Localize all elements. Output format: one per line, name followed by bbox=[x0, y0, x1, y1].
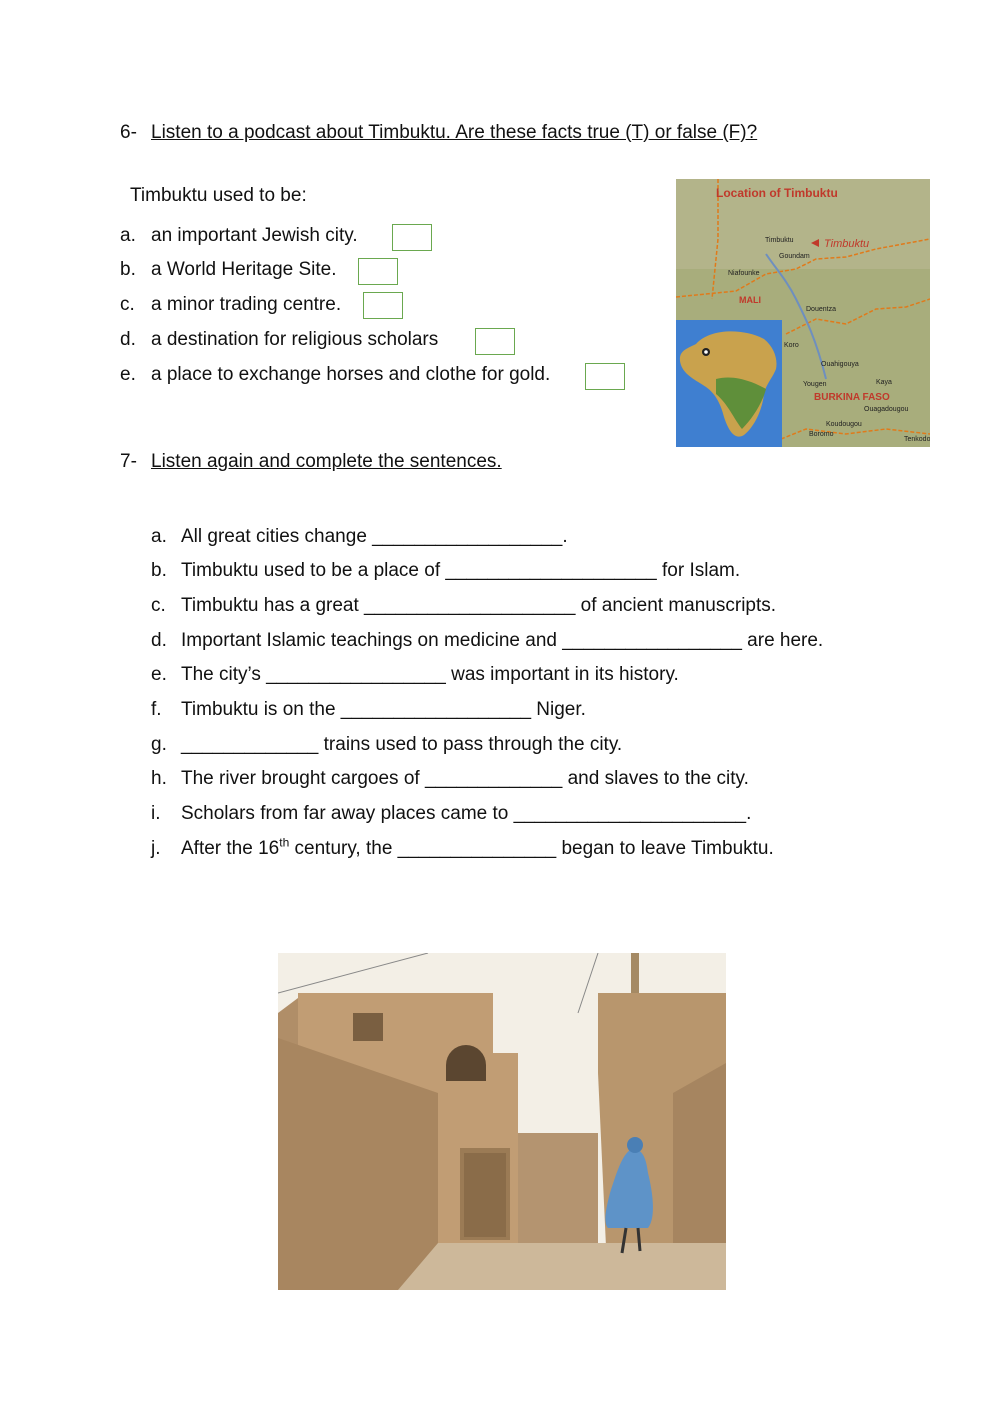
map-label: Boromo bbox=[809, 431, 834, 438]
item-letter: g. bbox=[151, 734, 167, 755]
true-false-answer-box[interactable] bbox=[475, 328, 515, 355]
ordinal-suffix: th bbox=[279, 835, 290, 850]
true-false-answer-box[interactable] bbox=[358, 258, 398, 285]
timbuktu-street-photo bbox=[278, 953, 726, 1290]
item-text: Timbuktu used to be a place of ____________________ for Islam. bbox=[181, 560, 741, 581]
map-label: Ouahigouya bbox=[821, 361, 859, 368]
map-label: Ouagadougou bbox=[864, 406, 909, 413]
item-letter: d. bbox=[151, 630, 167, 651]
item-letter: e. bbox=[151, 664, 167, 685]
q6-intro: Timbuktu used to be: bbox=[130, 185, 307, 206]
item-letter: b. bbox=[151, 560, 167, 581]
item-text: Timbuktu is on the __________________ Niger. bbox=[181, 699, 586, 720]
map-label: Goundam bbox=[779, 253, 810, 260]
item-letter: h. bbox=[151, 768, 167, 789]
item-text: The river brought cargoes of _____________ and slaves to the city. bbox=[181, 768, 749, 789]
item-letter: f. bbox=[151, 699, 162, 720]
map-label: Timbuktu bbox=[765, 237, 794, 244]
q7-number: 7- bbox=[120, 451, 137, 472]
item-letter: a. bbox=[151, 526, 167, 547]
item-text: a World Heritage Site. bbox=[151, 259, 337, 280]
q6-instruction: Listen to a podcast about Timbuktu. Are these facts true (T) or false (F)? bbox=[151, 122, 758, 143]
item-text: an important Jewish city. bbox=[151, 225, 358, 246]
timbuktu-location-map bbox=[676, 179, 930, 447]
item-letter: a. bbox=[120, 225, 136, 246]
item-text-before: After the 16 bbox=[181, 838, 280, 859]
true-false-answer-box[interactable] bbox=[392, 224, 432, 251]
map-label: Yougen bbox=[803, 381, 827, 388]
africa-inset-map bbox=[676, 320, 782, 447]
map-label: Koro bbox=[784, 342, 799, 349]
item-text: Scholars from far away places came to ______________________. bbox=[181, 803, 752, 824]
map-title: Location of Timbuktu bbox=[716, 186, 838, 200]
item-letter: j. bbox=[151, 838, 161, 859]
item-letter: c. bbox=[151, 595, 166, 616]
item-text bbox=[181, 835, 774, 860]
map-label: BURKINA FASO bbox=[814, 392, 890, 403]
item-letter: i. bbox=[151, 803, 161, 824]
item-text: a place to exchange horses and clothe for gold. bbox=[151, 364, 551, 385]
map-label: Tenkodo bbox=[904, 436, 930, 443]
item-letter: d. bbox=[120, 329, 136, 350]
q6-number: 6- bbox=[120, 122, 137, 143]
true-false-answer-box[interactable] bbox=[585, 363, 625, 390]
item-text: a destination for religious scholars bbox=[151, 329, 439, 350]
map-pointer-label: Timbuktu bbox=[824, 238, 870, 250]
item-text-after: century, the _______________ began to leave Timbuktu. bbox=[289, 838, 774, 859]
item-text: Important Islamic teachings on medicine and _________________ are here. bbox=[181, 630, 824, 651]
map-label: MALI bbox=[739, 295, 761, 305]
item-letter: e. bbox=[120, 364, 136, 385]
item-text: The city’s _________________ was important in its history. bbox=[181, 664, 679, 685]
item-text: _____________ trains used to pass through the city. bbox=[181, 734, 623, 755]
item-text: a minor trading centre. bbox=[151, 294, 342, 315]
item-letter: b. bbox=[120, 259, 136, 280]
item-text: Timbuktu has a great ____________________ of ancient manuscripts. bbox=[181, 595, 777, 616]
item-letter: c. bbox=[120, 294, 135, 315]
true-false-answer-box[interactable] bbox=[363, 292, 403, 319]
item-text: All great cities change __________________. bbox=[181, 526, 568, 547]
q7-instruction: Listen again and complete the sentences. bbox=[151, 451, 502, 472]
map-label: Niafounke bbox=[728, 270, 760, 277]
map-label: Douentza bbox=[806, 306, 836, 313]
map-label: Koudougou bbox=[826, 421, 862, 428]
map-label: Kaya bbox=[876, 379, 892, 386]
